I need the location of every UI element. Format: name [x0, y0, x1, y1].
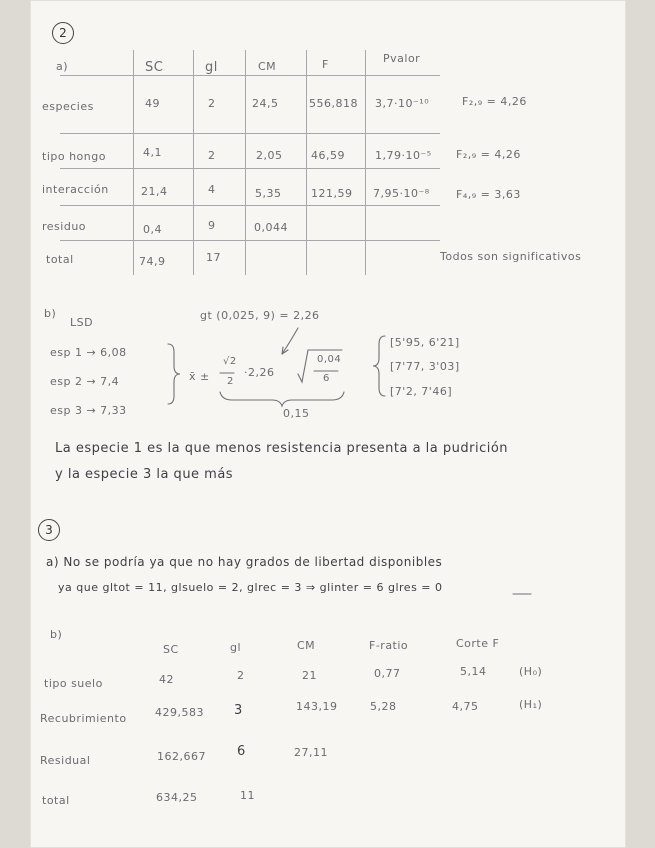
t1-header-gl: gl — [205, 60, 218, 75]
interval: [5'95, 6'21] — [390, 336, 460, 349]
underbrace — [220, 392, 344, 406]
t1-header-cm: CM — [258, 60, 277, 73]
t2-cell-cm: 21 — [302, 669, 317, 682]
t2-cell-corte: 5,14 — [460, 665, 487, 678]
t2-cell-sc: 634,25 — [156, 791, 198, 804]
t1-header-sc: SC — [145, 60, 164, 75]
t1-cell-sc: 4,1 — [143, 146, 162, 159]
t1-cell-sc: 21,4 — [141, 185, 168, 198]
s3-part-b-label: b) — [50, 628, 63, 641]
formula-sqrt-num: 0,04 — [317, 354, 342, 365]
t2-cell-gl: 6 — [237, 744, 246, 759]
section-3-number: 3 — [38, 519, 60, 541]
t1-cell-f: 556,818 — [309, 97, 358, 110]
t2-cell-f: 5,28 — [370, 700, 397, 713]
arrow-line — [282, 328, 298, 354]
t1-header-pvalor: Pvalor — [383, 52, 421, 65]
t2-cell-cm: 143,19 — [296, 700, 338, 713]
t1-row-note: F₂,₉ = 4,26 — [462, 95, 527, 108]
s2-part-a-label: a) — [56, 60, 69, 73]
lsd-label: LSD — [70, 316, 94, 329]
t1-header-f: F — [322, 58, 329, 71]
t1-row-note: F₂,₉ = 4,26 — [456, 148, 521, 161]
t1-row-label: interacción — [42, 183, 109, 196]
t2-cell-gl: 3 — [234, 703, 243, 718]
interval: [7'77, 3'03] — [390, 360, 460, 373]
s3-part-a-line-1: a) No se podría ya que no hay grados de libertad disponibles — [46, 555, 443, 569]
t2-cell-gl: 11 — [240, 789, 255, 802]
left-brace — [168, 344, 180, 404]
brace-value: 0,15 — [283, 407, 310, 420]
formula-frac-num: √2 — [223, 356, 237, 367]
t1-row-label: total — [46, 253, 74, 266]
interval: [7'2, 7'46] — [390, 385, 453, 398]
t2-cell-sc: 162,667 — [157, 750, 206, 763]
t2-header-corte: Corte F — [456, 637, 500, 650]
s2-part-b-label: b) — [44, 307, 57, 320]
t2-cell-sc: 429,583 — [155, 706, 204, 719]
t2-cell-hypothesis: (H₀) — [519, 665, 543, 678]
t1-cell-sc: 49 — [145, 97, 160, 110]
t2-cell-corte: 4,75 — [452, 700, 479, 713]
t2-row-label: Residual — [40, 754, 91, 767]
t1-cell-p: 3,7·10⁻¹⁰ — [375, 97, 430, 110]
t1-cell-cm: 0,044 — [254, 221, 288, 234]
t1-cell-cm: 2,05 — [256, 149, 283, 162]
t2-header-cm: CM — [297, 639, 316, 652]
esp-mean: esp 3 → 7,33 — [50, 404, 127, 417]
t-critical-value: gt (0,025, 9) = 2,26 — [200, 309, 320, 322]
t2-row-label: total — [42, 794, 70, 807]
esp-mean: esp 1 → 6,08 — [50, 346, 127, 359]
t1-cell-sc: 74,9 — [139, 255, 166, 268]
t1-cell-sc: 0,4 — [143, 223, 162, 236]
t2-row-label: Recubrimiento — [40, 712, 127, 725]
esp-mean: esp 2 → 7,4 — [50, 375, 120, 388]
t2-cell-hypothesis: (H₁) — [519, 698, 543, 711]
t2-cell-gl: 2 — [237, 669, 245, 682]
t2-cell-cm: 27,11 — [294, 746, 328, 759]
conclusion-line-1: La especie 1 es la que menos resistencia presenta a la pudrición — [55, 441, 509, 456]
t2-header-gl: gl — [230, 641, 242, 654]
t1-cell-p: 1,79·10⁻⁵ — [375, 149, 432, 162]
t1-row-label: residuo — [42, 220, 87, 233]
t1-cell-gl: 4 — [208, 183, 216, 196]
t1-cell-gl: 17 — [206, 251, 221, 264]
t2-header-fratio: F-ratio — [369, 639, 409, 652]
t1-cell-gl: 2 — [208, 97, 216, 110]
t1-cell-cm: 5,35 — [255, 187, 282, 200]
t2-header-sc: SC — [163, 643, 179, 656]
t1-row-note: F₄,₉ = 3,63 — [456, 188, 521, 201]
formula-multiplier: ·2,26 — [244, 366, 275, 379]
conclusion-line-2: y la especie 3 la que más — [55, 467, 234, 482]
formula-sqrt-den: 6 — [323, 373, 330, 384]
formula-frac-den: 2 — [227, 376, 234, 387]
t1-cell-gl: 9 — [208, 219, 216, 232]
t1-cell-p: 7,95·10⁻⁸ — [373, 187, 430, 200]
s3-part-a-line-2: ya que gltot = 11, glsuelo = 2, glrec = 3 ⇒ glinter = 6 glres = 0 — [58, 581, 443, 594]
t1-row-label: especies — [42, 100, 94, 113]
formula-xbar: x̄ ± — [189, 370, 210, 383]
t2-cell-f: 0,77 — [374, 667, 401, 680]
arrow-head — [282, 347, 288, 354]
t1-cell-f: 121,59 — [311, 187, 353, 200]
t1-row-label: tipo hongo — [42, 150, 106, 163]
t2-row-label: tipo suelo — [44, 677, 103, 690]
t1-cell-cm: 24,5 — [252, 97, 279, 110]
section-2-number: 2 — [52, 22, 74, 44]
right-brace — [373, 336, 385, 396]
t1-cell-f: 46,59 — [311, 149, 345, 162]
t2-cell-sc: 42 — [159, 673, 174, 686]
t1-row-note: Todos son significativos — [440, 250, 582, 263]
sqrt-sign — [298, 350, 342, 382]
t1-cell-gl: 2 — [208, 149, 216, 162]
